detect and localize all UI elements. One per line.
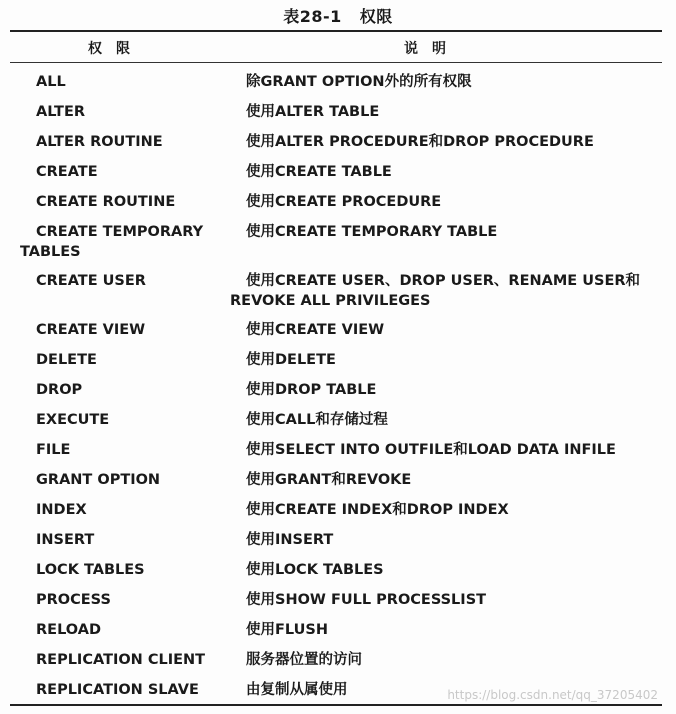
table-header-rule bbox=[10, 62, 662, 63]
permission-description: 除GRANT OPTION外的所有权限 bbox=[246, 74, 472, 90]
permission-description: 使用CREATE TEMPORARY TABLE bbox=[246, 224, 498, 240]
permission-description: 使用CREATE USER、DROP USER、RENAME USER和 bbox=[246, 273, 641, 289]
permission-description: 使用CREATE TABLE bbox=[246, 164, 392, 180]
permission-description: 使用CALL和存储过程 bbox=[246, 412, 388, 428]
permission-description: 使用SHOW FULL PROCESSLIST bbox=[246, 592, 487, 608]
permission-name: CREATE USER bbox=[36, 273, 146, 289]
permission-description: 使用GRANT和REVOKE bbox=[246, 472, 412, 488]
permission-description: 使用CREATE VIEW bbox=[246, 322, 385, 338]
permission-name: DROP bbox=[36, 382, 83, 398]
permission-name: FILE bbox=[36, 442, 71, 458]
permission-name: REPLICATION SLAVE bbox=[36, 682, 199, 698]
table-row bbox=[0, 588, 676, 618]
permission-name: RELOAD bbox=[36, 622, 101, 638]
table-title bbox=[0, 4, 676, 27]
permission-description: 使用FLUSH bbox=[246, 622, 328, 638]
permission-description: 使用LOCK TABLES bbox=[246, 562, 384, 578]
permission-name: INDEX bbox=[36, 502, 87, 518]
permission-description-continued: REVOKE ALL PRIVILEGES bbox=[230, 293, 431, 309]
permission-name: CREATE VIEW bbox=[36, 322, 146, 338]
watermark-text: https://blog.csdn.net/qq_37205402 bbox=[447, 688, 658, 702]
table-row bbox=[0, 190, 676, 220]
permission-name: GRANT OPTION bbox=[36, 472, 161, 488]
permission-name-continued: TABLES bbox=[20, 244, 81, 260]
permission-description: 使用DROP TABLE bbox=[246, 382, 377, 398]
permission-description: 使用SELECT INTO OUTFILE和LOAD DATA INFILE bbox=[246, 442, 616, 458]
table-row bbox=[0, 70, 676, 100]
permission-name: INSERT bbox=[36, 532, 95, 548]
permission-name: EXECUTE bbox=[36, 412, 110, 428]
permission-name: CREATE TEMPORARY bbox=[36, 224, 204, 240]
permission-description: 使用ALTER TABLE bbox=[246, 104, 380, 120]
permission-description: 使用INSERT bbox=[246, 532, 334, 548]
table-row bbox=[0, 648, 676, 678]
permission-description: 由复制从属使用 bbox=[246, 682, 348, 698]
column-header-permission: 权限 bbox=[88, 41, 144, 57]
table-row bbox=[0, 498, 676, 528]
table-row bbox=[0, 318, 676, 348]
permission-description: 使用CREATE PROCEDURE bbox=[246, 194, 442, 210]
table-row bbox=[0, 130, 676, 160]
table-row bbox=[0, 408, 676, 438]
permission-description: 服务器位置的访问 bbox=[246, 652, 362, 668]
table-row bbox=[0, 220, 676, 269]
table-row bbox=[0, 160, 676, 190]
table-row bbox=[0, 618, 676, 648]
permission-description: 使用ALTER PROCEDURE和DROP PROCEDURE bbox=[246, 134, 594, 150]
table-row bbox=[0, 378, 676, 408]
permission-description: 使用DELETE bbox=[246, 352, 336, 368]
column-header-description: 说明 bbox=[404, 41, 460, 57]
table-row bbox=[0, 269, 676, 318]
permission-name: LOCK TABLES bbox=[36, 562, 145, 578]
permissions-table-body bbox=[0, 70, 676, 708]
permission-name: ALTER bbox=[36, 104, 86, 120]
permission-name: CREATE ROUTINE bbox=[36, 194, 176, 210]
permission-description: 使用CREATE INDEX和DROP INDEX bbox=[246, 502, 509, 518]
permission-name: ALL bbox=[36, 74, 66, 90]
table-row bbox=[0, 348, 676, 378]
permission-name: CREATE bbox=[36, 164, 98, 180]
table-row bbox=[0, 100, 676, 130]
table-row bbox=[0, 438, 676, 468]
table-bottom-rule bbox=[10, 704, 662, 706]
table-row bbox=[0, 528, 676, 558]
table-name: 权限 bbox=[359, 7, 393, 26]
table-top-rule bbox=[10, 30, 662, 32]
permission-name: REPLICATION CLIENT bbox=[36, 652, 206, 668]
table-row bbox=[0, 558, 676, 588]
permission-name: PROCESS bbox=[36, 592, 111, 608]
permission-name: DELETE bbox=[36, 352, 97, 368]
permission-name: ALTER ROUTINE bbox=[36, 134, 163, 150]
table-number: 表28-1 bbox=[283, 7, 342, 26]
table-row bbox=[0, 468, 676, 498]
